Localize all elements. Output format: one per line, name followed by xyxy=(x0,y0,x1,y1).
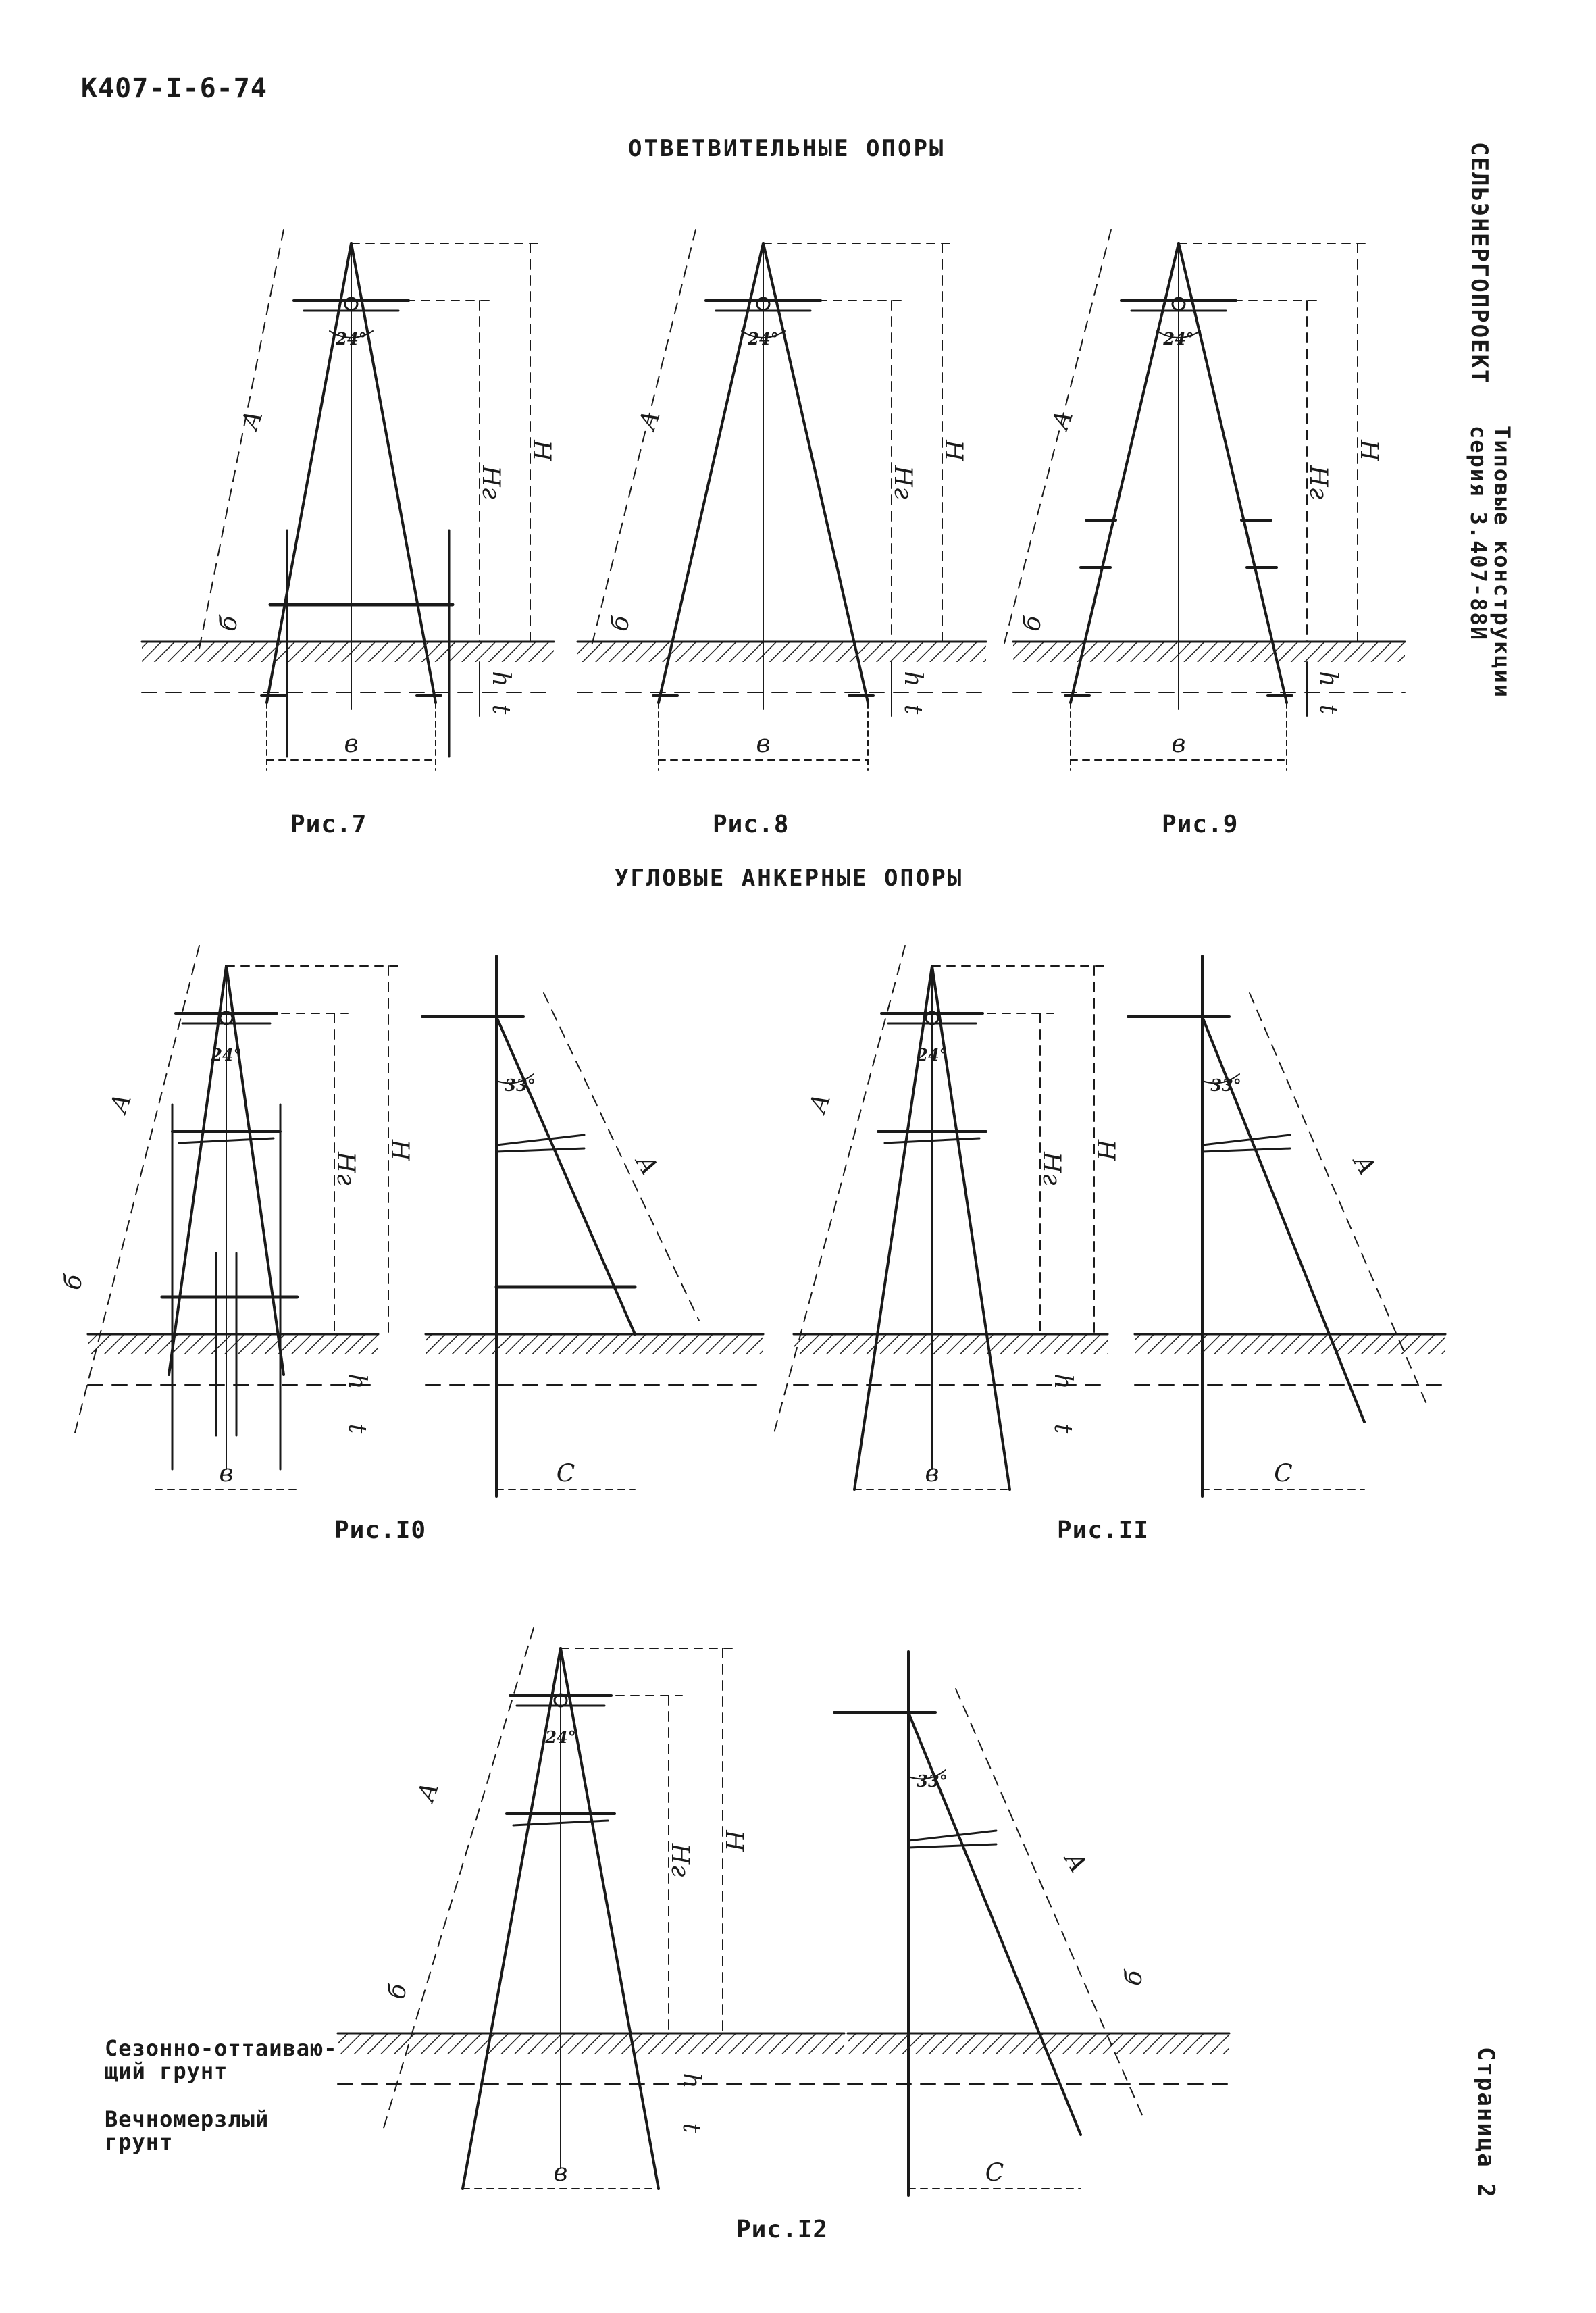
fig9-label-Hg: Нг xyxy=(1304,465,1332,499)
fig12a-label-Hg: Нг xyxy=(666,1843,694,1877)
fig12a-label-b: в xyxy=(553,2159,568,2187)
fig7-left-leg xyxy=(267,243,351,703)
caption-fig10: Рис.I0 xyxy=(334,1517,427,1544)
fig12b-side-angle-label: 33° xyxy=(917,1771,948,1791)
fig10-side-dim-A xyxy=(544,993,699,1321)
fig11-label-b: в xyxy=(925,1460,939,1488)
fig8-label-A: А xyxy=(634,406,666,434)
fig11-side-angle-label: 33° xyxy=(1210,1075,1241,1095)
fig11-side-brace-b xyxy=(1202,1148,1290,1152)
fig7-label-Hg: Нг xyxy=(477,465,505,499)
fig8-label-h: h xyxy=(899,671,927,687)
fig8-left-leg xyxy=(659,243,763,703)
page-number: Страница 2 xyxy=(1472,2047,1499,2199)
section-title-branch-supports: ОТВЕТВИТЕЛЬНЫЕ ОПОРЫ xyxy=(628,135,946,162)
fig10-label-b: в xyxy=(219,1460,234,1488)
fig8-angle-label: 24° xyxy=(748,329,779,349)
fig7-angle-label: 24° xyxy=(336,329,367,349)
fig11-side-brace-a xyxy=(1202,1135,1290,1145)
fig7-label-A: А xyxy=(236,406,269,434)
fig9-right-leg xyxy=(1179,243,1287,703)
fig11-label-A: А xyxy=(804,1090,837,1117)
fig11-side-label-A: А xyxy=(1347,1150,1381,1180)
fig11-label-t: t xyxy=(1049,1423,1077,1434)
fig9-label-b: в xyxy=(1171,730,1186,758)
caption-fig9: Рис.9 xyxy=(1162,811,1239,838)
fig10-label-t: t xyxy=(343,1423,371,1434)
fig9-left-leg xyxy=(1071,243,1179,703)
fig8-label-Hg: Нг xyxy=(889,465,917,499)
fig10-label-h: h xyxy=(343,1373,371,1390)
fig10-side-label-A: А xyxy=(629,1150,664,1180)
series-line-1: Типовые конструкции xyxy=(1489,426,1515,699)
fig9-label-delta: б xyxy=(1017,613,1048,634)
fig10-left-leg xyxy=(169,966,226,1375)
fig10-side-ground-hatch xyxy=(426,1334,763,1354)
fig12a-label-H: Н xyxy=(720,1830,748,1852)
fig7-ground-hatch xyxy=(142,642,554,662)
fig9-label-A: А xyxy=(1046,406,1079,434)
section-title-angle-anchor-supports: УГЛОВЫЕ АНКЕРНЫЕ ОПОРЫ xyxy=(615,865,964,892)
fig10-side-brace-b xyxy=(496,1148,584,1152)
fig8-label-delta: б xyxy=(605,613,636,634)
fig12a-label-h: h xyxy=(677,2073,705,2089)
fig10-side-angle-label: 33° xyxy=(505,1075,536,1095)
fig12a-dim-A-line xyxy=(382,1628,534,2135)
fig9-dim-A-line xyxy=(1003,230,1111,649)
fig7-label-b: в xyxy=(344,730,359,758)
fig11-label-H: Н xyxy=(1091,1139,1119,1161)
fig12b-side-brace-a xyxy=(908,1831,996,1841)
caption-fig11: Рис.II xyxy=(1057,1517,1150,1544)
fig10-dim-A-line xyxy=(74,946,199,1435)
legend-permafrost-soil: Вечномерзлый грунт xyxy=(105,2106,269,2155)
fig7-label-delta: б xyxy=(213,613,244,634)
fig10-side-label-c: С xyxy=(556,1460,575,1488)
fig12a-label-delta: б xyxy=(382,1981,413,2002)
fig10-label-H: Н xyxy=(386,1139,413,1161)
fig12a-ground-hatch xyxy=(338,2033,844,2054)
caption-fig12: Рис.I2 xyxy=(736,2216,829,2243)
fig10-label-Hg: Нг xyxy=(332,1151,359,1186)
fig8-label-b: в xyxy=(756,730,771,758)
fig7-label-H: Н xyxy=(527,440,555,461)
fig11-label-h: h xyxy=(1049,1373,1077,1390)
fig9-ground-hatch xyxy=(1013,642,1405,662)
fig8-label-t: t xyxy=(899,704,927,715)
document-code: К407-I-6-74 xyxy=(81,73,267,104)
fig12a-angle-label: 24° xyxy=(545,1727,576,1747)
fig12b-side-label-A: А xyxy=(1058,1848,1093,1878)
fig12a-label-A: А xyxy=(412,1778,445,1806)
fig10-label-delta: б xyxy=(58,1272,88,1292)
fig10-side-brace-a xyxy=(496,1135,584,1145)
fig8-dim-A-line xyxy=(591,230,696,649)
fig10-ground-hatch xyxy=(88,1334,378,1354)
fig10-angle-label: 24° xyxy=(211,1045,242,1065)
fig12b-side-ground-hatch xyxy=(848,2033,1229,2054)
fig11-side-ground-hatch xyxy=(1135,1334,1445,1354)
fig7-right-leg xyxy=(351,243,436,703)
fig7-label-h: h xyxy=(487,671,515,687)
fig12b-side-label-c: С xyxy=(985,2159,1004,2187)
caption-fig7: Рис.7 xyxy=(290,811,367,838)
legend-seasonal-thaw-soil: Сезонно-оттаиваю- щий грунт xyxy=(105,2035,338,2084)
fig11-dim-A-line xyxy=(773,946,905,1435)
series-line-2: серия 3.407-88И xyxy=(1466,426,1491,641)
fig12b-side-dim-A xyxy=(956,1689,1145,2121)
fig10-right-leg xyxy=(226,966,284,1375)
fig11-angle-label: 24° xyxy=(917,1045,948,1065)
fig7-dim-A-line xyxy=(199,230,284,649)
fig9-angle-label: 24° xyxy=(1163,329,1194,349)
fig9-label-t: t xyxy=(1314,704,1342,715)
fig8-label-H: Н xyxy=(939,440,967,461)
fig12b-label-delta: б xyxy=(1118,1968,1149,1988)
fig11-ground-hatch xyxy=(794,1334,1108,1354)
fig12b-side-brace-b xyxy=(908,1844,996,1848)
caption-fig8: Рис.8 xyxy=(713,811,790,838)
fig9-label-H: Н xyxy=(1355,440,1383,461)
organization-stamp: СЕЛЬЭНЕРГОПРОЕКТ xyxy=(1466,142,1493,385)
fig8-ground-hatch xyxy=(577,642,986,662)
fig10-label-A: А xyxy=(105,1090,138,1117)
fig11-side-label-c: С xyxy=(1274,1460,1293,1488)
fig8-right-leg xyxy=(763,243,868,703)
fig12a-label-t: t xyxy=(677,2123,705,2133)
fig11-label-Hg: Нг xyxy=(1037,1151,1065,1186)
fig9-label-h: h xyxy=(1314,671,1342,687)
fig7-label-t: t xyxy=(487,704,515,715)
